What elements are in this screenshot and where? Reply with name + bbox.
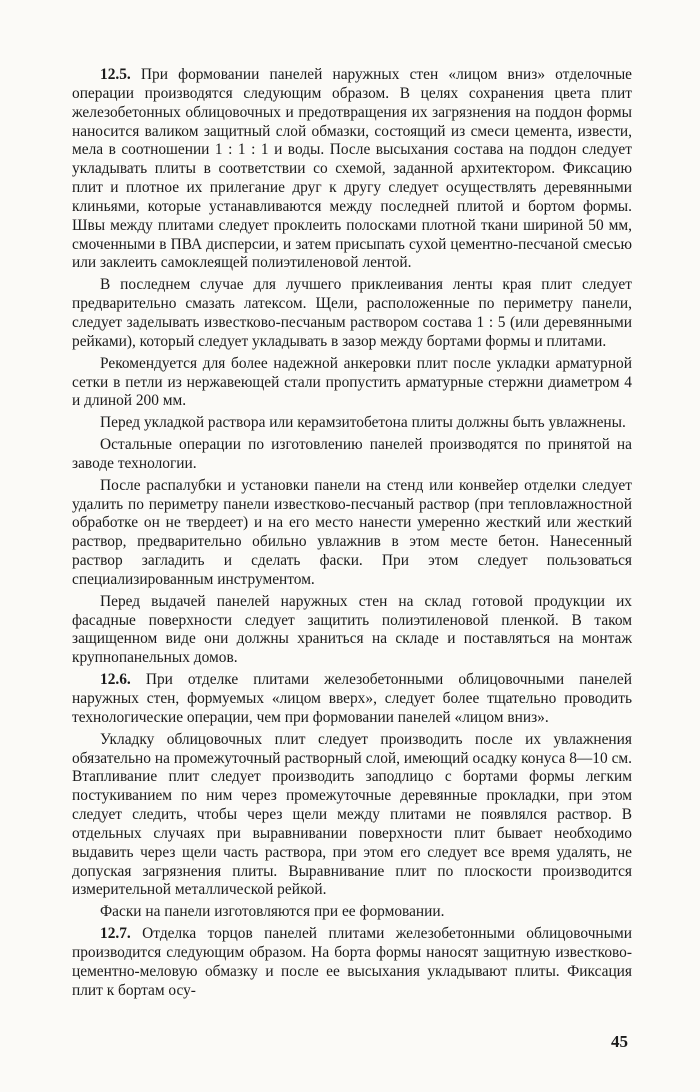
paragraph [72,593,632,668]
paragraph-text: Остальные операции по изготовлению панелей производятся по принятой на заводе технологии. [72,436,632,472]
paragraph-text: После распалубки и установки панели на стенд или конвейер отделки следует удалить по периметру панели известково-песчаный раствор (при тепловлажностной обработке он не твердеет) и на его место нанести умеренно жесткий или жесткий раствор, предварительно обильно увлажнив в этом месте бетон. Нанесенный раствор загладить и сделать фаски. При этом следует пользоваться специализированным инструментом. [72,476,632,588]
paragraph-text: Отделка торцов панелей плитами железобетонными облицовочными производится следующим образом. На борта формы наносят защитную известково-цементно-меловую обмазку и после ее высыхания укладывают плиты. Фиксация плит к бортам осу- [72,925,632,999]
paragraph [72,903,632,922]
paragraph [72,355,632,412]
section-number: 12.7. [100,925,131,943]
paragraph [72,414,632,433]
paragraph-text: Рекомендуется для более надежной анкеровки плит после укладки арматурной сетки в петли из нержавеющей стали пропустить арматурные стержни диаметром 4 и длиной 200 мм. [72,354,632,410]
paragraph-12-5 [72,66,632,273]
body-text [72,66,632,1001]
paragraph-text: Перед выдачей панелей наружных стен на склад готовой продукции их фасадные поверхности следует защитить полиэтиленовой пленкой. В таком защищенном виде они должны храниться на складе и поставляться на монтаж крупнопанельных домов. [72,592,632,667]
paragraph-text: Перед укладкой раствора или керамзитобетона плиты должны быть увлажнены. [100,414,626,432]
paragraph [72,276,632,351]
paragraph-text: При формовании панелей наружных стен «лицом вниз» отделочные операции производятся следующим образом. В целях сохранения цвета плит железобетонных облицовочных и предотвращения их загрязнения на поддон формы наносится валиком защитный слой обмазки, состоящий из смеси цемента, извести, мела в соотношении 1 : 1 : 1 и воды. После высыхания состава на поддон следует укладывать плиты в соответствии со схемой, заданной архитектором. Фиксацию плит и плотное их прилегание друг к другу следует осуществлять деревянными клиньями, которые устанавливаются между последней плитой и бортом формы. Швы между плитами следует проклеить полосками плотной ткани шириной 50 мм, смоченными в ПВА дисперсии, и затем присыпать сухой цементно-песчаной смесью или заклеить самоклеящей полиэтиленовой лентой. [72,66,632,272]
paragraph-12-6 [72,671,632,728]
paragraph-text: Фаски на панели изготовляются при ее формовании. [100,903,445,921]
paragraph-text: Укладку облицовочных плит следует производить после их увлажнения обязательно на промежуточный растворный слой, имеющий осадку конуса 8—10 см. Втапливание плит следует производить заподлицо с бортами формы легким постукиванием по ним через промежуточные деревянные прокладки, при этом следует следить, чтобы через щели между плитами не появлялся раствор. В отдельных случаях при выравнивании поверхности плит бывает необходимо выдавить через щели часть раствора, при этом его следует все время удалять, не допуская загрязнения плиты. Выравнивание плит по плоскости производится измерительной металлической рейкой. [72,730,632,899]
paragraph [72,436,632,474]
section-number: 12.6. [100,671,131,689]
paragraph-text: При отделке плитами железобетонными облицовочными панелей наружных стен, формуемых «лицом вверх», следует более тщательно проводить технологические операции, чем при формовании панелей «лицом вниз». [72,671,632,726]
paragraph-12-7 [72,925,632,1000]
section-number: 12.5. [100,66,131,83]
paragraph [72,731,632,901]
paragraph-text: В последнем случае для лучшего приклеивания ленты края плит следует предварительно смазать латексом. Щели, расположенные по периметру панели, следует заделывать известково-песчаным раствором состава 1 : 5 (или деревянными рейками), который следует укладывать в зазор между бортами формы и плитами. [72,276,632,350]
paragraph [72,477,632,590]
page-number: 45 [611,1032,628,1051]
